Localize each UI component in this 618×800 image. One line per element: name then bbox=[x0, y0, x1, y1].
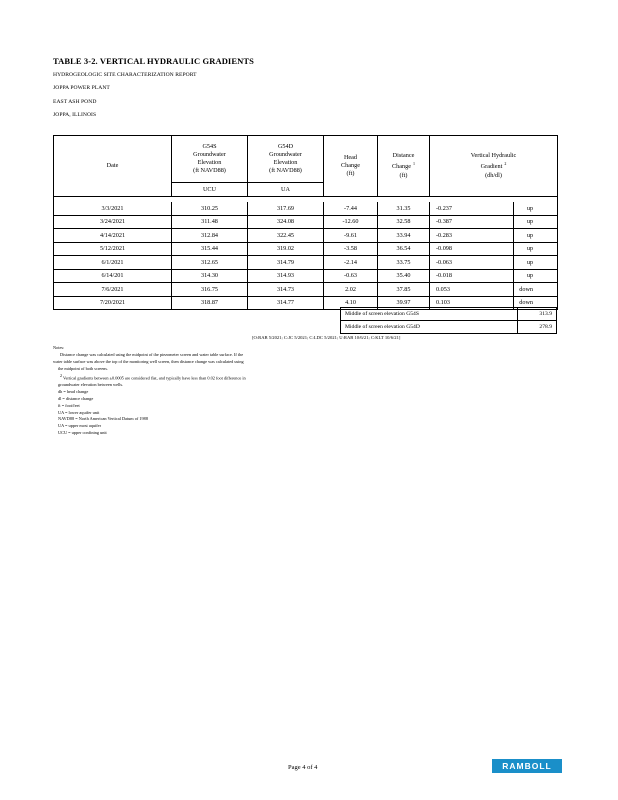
middle-screen-table bbox=[340, 307, 557, 334]
cell-g54s-elev: 316.75 bbox=[172, 283, 248, 297]
cell-head-change: -3.58 bbox=[324, 242, 378, 256]
header-head-change: Head Change (ft) bbox=[324, 136, 378, 197]
cell-distance-change: 33.94 bbox=[378, 229, 430, 243]
cell-distance-change: 39.97 bbox=[378, 296, 430, 310]
cell-date: 4/14/2021 bbox=[54, 229, 172, 243]
cell-head-change: -0.63 bbox=[324, 269, 378, 283]
cell-direction: up bbox=[514, 215, 558, 229]
notes-heading: Notes: bbox=[53, 345, 65, 350]
cell-date: 7/20/2021 bbox=[54, 296, 172, 310]
cell-g54d-elev: 314.93 bbox=[248, 269, 324, 283]
cell-g54s-elev: 310.25 bbox=[172, 202, 248, 215]
cell-date: 3/3/2021 bbox=[54, 202, 172, 215]
middle-screen-label: Middle of screen elevation G54S bbox=[341, 308, 518, 321]
cell-head-change: -7.44 bbox=[324, 202, 378, 215]
cell-distance-change: 33.75 bbox=[378, 256, 430, 270]
cell-g54s-elev: 314.30 bbox=[172, 269, 248, 283]
cell-gradient: 0.053 bbox=[430, 283, 514, 297]
cell-head-change: -12.60 bbox=[324, 215, 378, 229]
pond-name: EAST ASH POND bbox=[53, 99, 97, 105]
cell-distance-change: 32.58 bbox=[378, 215, 430, 229]
cell-date: 6/14/201 bbox=[54, 269, 172, 283]
cell-direction: up bbox=[514, 229, 558, 243]
header-g54d: G54D Groundwater Elevation (ft NAVD88) bbox=[248, 136, 324, 183]
cell-direction: up bbox=[514, 202, 558, 215]
middle-screen-value: 313.9 bbox=[518, 308, 557, 321]
cell-distance-change: 37.85 bbox=[378, 283, 430, 297]
cell-head-change: 2.02 bbox=[324, 283, 378, 297]
cell-direction: down bbox=[514, 283, 558, 297]
cell-distance-change: 31.35 bbox=[378, 202, 430, 215]
abbreviation: dl = distance change bbox=[58, 395, 94, 401]
unit-ucu: UCU bbox=[172, 183, 248, 197]
table-row bbox=[54, 215, 558, 229]
cell-head-change: -2.14 bbox=[324, 256, 378, 270]
cell-date: 3/24/2021 bbox=[54, 215, 172, 229]
abbreviation: UA = lower aquifer unit bbox=[58, 409, 100, 415]
header-g54s: G54S Groundwater Elevation (ft NAVD88) bbox=[172, 136, 248, 183]
abbreviation: UA = upper most aquifer bbox=[58, 423, 101, 429]
cell-g54s-elev: 312.84 bbox=[172, 229, 248, 243]
ramboll-logo: RAMBOLL bbox=[492, 759, 562, 773]
cell-gradient: 0.103 bbox=[430, 296, 514, 310]
cell-g54s-elev: 311.48 bbox=[172, 215, 248, 229]
cell-g54d-elev: 314.73 bbox=[248, 283, 324, 297]
cell-g54d-elev: 319.02 bbox=[248, 242, 324, 256]
cell-gradient: -0.283 bbox=[430, 229, 514, 243]
cell-g54s-elev: 312.65 bbox=[172, 256, 248, 270]
cell-direction: up bbox=[514, 269, 558, 283]
cell-date: 5/12/2021 bbox=[54, 242, 172, 256]
table-row bbox=[54, 283, 558, 297]
table-row bbox=[54, 269, 558, 283]
table-row bbox=[54, 256, 558, 270]
table-title: TABLE 3-2. VERTICAL HYDRAULIC GRADIENTS bbox=[53, 56, 254, 66]
cell-g54d-elev: 314.77 bbox=[248, 296, 324, 310]
note-1-line: water table surface was above the top of the monitoring well screen, then distance change was calculated using bbox=[53, 358, 244, 364]
table-row bbox=[54, 229, 558, 243]
note-2-line: groundwater elevation between wells. bbox=[58, 381, 124, 387]
cell-g54d-elev: 314.79 bbox=[248, 256, 324, 270]
cell-g54d-elev: 324.08 bbox=[248, 215, 324, 229]
unit-ua: UA bbox=[248, 183, 324, 197]
table-row bbox=[54, 242, 558, 256]
file-reference: [O:RAB 5/2021; C:JC 5/2021; C:LDC 5/2021; U:RAB 10/6/21; C:KLT 10/6/21] bbox=[252, 335, 401, 340]
cell-date: 6/1/2021 bbox=[54, 256, 172, 270]
location: JOPPA, ILLINOIS bbox=[53, 112, 97, 118]
cell-gradient: -0.098 bbox=[430, 242, 514, 256]
abbreviation: NAVD88 = North American Vertical Datum of 1988 bbox=[58, 416, 148, 422]
cell-g54d-elev: 322.45 bbox=[248, 229, 324, 243]
cell-g54s-elev: 318.87 bbox=[172, 296, 248, 310]
cell-gradient: -0.018 bbox=[430, 269, 514, 283]
note-2-line: 2 Vertical gradients between ±0.0005 are considered flat, and typically have less than 0.02 foot difference in bbox=[60, 372, 246, 381]
abbreviation: UCU = upper confining unit bbox=[58, 430, 107, 436]
cell-gradient: -0.387 bbox=[430, 215, 514, 229]
cell-g54s-elev: 315.44 bbox=[172, 242, 248, 256]
header-date: Date bbox=[54, 136, 172, 197]
cell-distance-change: 36.54 bbox=[378, 242, 430, 256]
cell-gradient: -0.063 bbox=[430, 256, 514, 270]
plant-name: JOPPA POWER PLANT bbox=[53, 85, 110, 91]
note-1-line: Distance change was calculated using the midpoint of the piezometer screen and water table surface. If the bbox=[60, 351, 244, 357]
cell-direction: up bbox=[514, 256, 558, 270]
header-vertical-gradient: Vertical Hydraulic Gradient $^2$ (dh/dl) bbox=[430, 136, 558, 197]
cell-head-change: -9.61 bbox=[324, 229, 378, 243]
page-number: Page 4 of 4 bbox=[288, 764, 318, 771]
gradient-table bbox=[53, 135, 558, 310]
cell-gradient: -0.237 bbox=[430, 202, 514, 215]
cell-distance-change: 35.40 bbox=[378, 269, 430, 283]
cell-head-change: 4.10 bbox=[324, 296, 378, 310]
middle-screen-value: 278.9 bbox=[518, 321, 557, 334]
cell-direction: down bbox=[514, 296, 558, 310]
notes bbox=[53, 345, 263, 437]
table-row bbox=[54, 202, 558, 215]
cell-g54d-elev: 317.69 bbox=[248, 202, 324, 215]
middle-screen-label: Middle of screen elevation G54D bbox=[341, 321, 518, 334]
report-name: HYDROGEOLOGIC SITE CHARACTERIZATION REPORT bbox=[53, 72, 197, 78]
header-distance-change: Distance Change $^1$ (ft) bbox=[378, 136, 430, 197]
abbreviation: ft = foot/feet bbox=[58, 402, 80, 408]
note-1-line: the midpoint of both screens. bbox=[58, 365, 109, 371]
cell-date: 7/6/2021 bbox=[54, 283, 172, 297]
cell-direction: up bbox=[514, 242, 558, 256]
abbreviation: dh = head change bbox=[58, 388, 89, 394]
